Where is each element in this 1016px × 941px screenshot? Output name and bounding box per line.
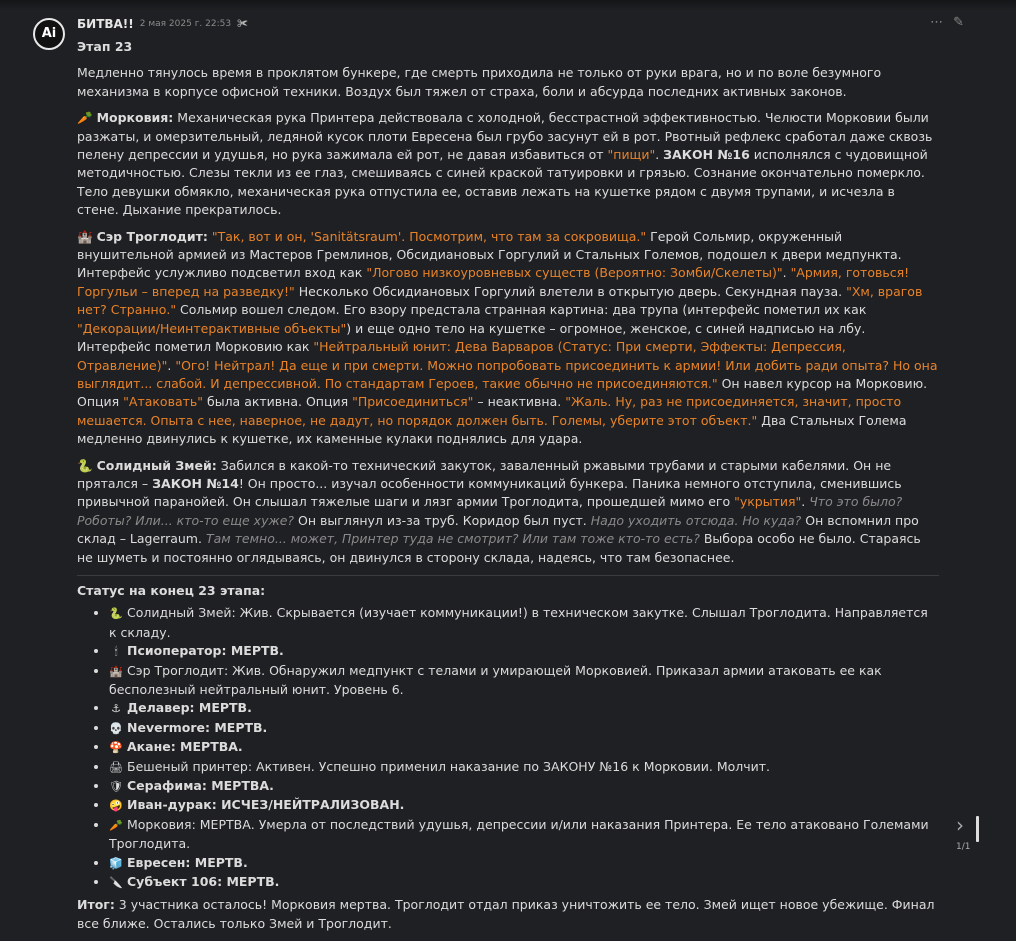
status-item: [109, 758, 939, 777]
status-emoji-icon: 🍄: [109, 741, 123, 755]
status-item: [109, 854, 939, 873]
scroll-indicator[interactable]: [976, 816, 979, 842]
status-name: Nevermore: МЕРТВ.: [127, 719, 268, 735]
author-name[interactable]: БИТВА!!: [77, 16, 134, 31]
character-name: Морковия:: [96, 110, 174, 126]
summary-paragraph: [77, 896, 939, 933]
quote: "Декорации/Неинтерактивные объекты": [77, 320, 347, 336]
stage-title: Этап 23: [77, 39, 133, 54]
status-emoji-icon: 💀: [109, 721, 123, 735]
castle-icon: 🏰: [77, 228, 93, 244]
character-name: Солидный Змей:: [96, 457, 217, 473]
status-item: [109, 642, 939, 661]
status-name: Евресен: МЕРТВ.: [127, 854, 248, 870]
status-emoji-icon: 🖨: [109, 760, 123, 774]
thought: Надо уходить отсюда. Но куда?: [590, 512, 802, 528]
text: .: [655, 147, 664, 163]
text: – неактивна.: [473, 394, 566, 410]
status-item: [109, 796, 939, 815]
status-title: Статус на конец 23 этапа:: [77, 582, 266, 598]
status-emoji-icon: ⚓: [111, 702, 121, 716]
status-name: Псиоператор: МЕРТВ.: [127, 643, 284, 659]
post-tools: [930, 14, 964, 32]
status-name: Акане: МЕРТВА.: [127, 739, 243, 755]
status-emoji-icon: 🛡: [109, 780, 123, 794]
status-name: Иван-дурак: ИСЧЕЗ/НЕЙТРАЛИЗОВАН.: [127, 797, 405, 813]
status-emoji-icon: 🧊: [109, 856, 123, 870]
status-emoji-icon: 🏰: [109, 664, 123, 678]
pager: [946, 813, 986, 852]
quote: "Жаль. Ну, раз не присоединяется, значит, просто мешается. Опыта с нее, наверное, не дадут, но порядок должен быть. Големы, уберите этот объект.": [77, 394, 902, 428]
quote: "укрытия": [734, 494, 802, 510]
thought: Там темно... может, Принтер туда не смотрит? Или там тоже кто-то есть?: [205, 531, 700, 547]
status-item: [109, 604, 939, 642]
status-item: [109, 699, 939, 718]
post-header: [77, 15, 248, 33]
intro-paragraph: Медленно тянулось время в проклятом бункере, где смерть приходила не только от руки врага, но и по воле безумного механизма в корпусе офисной техники. Воздух был тяжел от страха, боли и абсурда последних активных законов.: [77, 65, 882, 99]
page-counter: 1/1: [956, 842, 971, 852]
more-options-icon[interactable]: ⋯: [930, 15, 944, 30]
text: была активна. Опция: [203, 394, 353, 410]
status-name: Субъект 106: МЕРТВ.: [127, 874, 280, 890]
divider: [77, 575, 939, 576]
text: ! Он просто... изучал особенности коммуникаций бункера. Паника немного отступила, сменившись привычной паранойей. Он слышал тяжелые шаги и лязг армии Троглодита, прошедшей мимо его: [77, 475, 902, 510]
status-emoji-icon: 🐍: [109, 607, 123, 621]
quote: "Присоединиться": [352, 394, 474, 410]
text: Сольмир вошел следом. Его взору предстала странная картина: два трупа (интерфейс пометил их как: [176, 302, 867, 318]
law-ref: ЗАКОН №16: [663, 147, 750, 163]
avatar[interactable]: [33, 18, 65, 50]
chevron-right-icon[interactable]: ›: [956, 813, 964, 837]
status-list: [77, 604, 939, 892]
thought: Что это было? Роботы? Или... кто-то еще хуже?: [77, 494, 903, 528]
summary-text: 3 участника осталось! Морковия мертва. Троглодит отдал приказ уничтожить ее тело. Змей ищет новое убежище. Финал все ближе. Остались только Змей и Троглодит.: [77, 897, 935, 931]
text: Забился в какой-то технический закуток, заваленный ржавыми трубами и старыми кабелями. Он не прятался –: [77, 457, 892, 491]
status-emoji-icon: 🥕: [109, 818, 123, 832]
status-name: Солидный Змей:: [127, 605, 236, 621]
status-item: [109, 719, 939, 738]
text: ) и еще одно тело на кушетке – огромное, женское, с синей надписью на лбу. Интерфейс пометил Морковию как: [77, 320, 866, 355]
text: Он выглянул из-за труб. Коридор был пуст.: [294, 512, 591, 528]
status-text: Умерла от последствий удушья, депрессии и/или наказания Принтера. Ее тело атаковано Големами Троглодита.: [109, 816, 929, 852]
quote: "Ого! Нейтрал! Да еще и при смерти. Можно попробовать присоединить к армии! Или добить ради опыта? Но она выглядит... слабой. И депрессивной. По стандартам Героев, такие обычно не присоединяются.": [77, 357, 938, 391]
quote: "Логово низкоуровневых существ (Вероятно: Зомби/Скелеты)": [366, 265, 783, 281]
top-edge: [0, 0, 1016, 10]
summary-label: Итог:: [77, 897, 115, 913]
law-ref: ЗАКОН №14: [152, 475, 239, 491]
post-date: 2 мая 2025 г. 22:53: [139, 18, 232, 29]
status-name: Серафима: МЕРТВА.: [127, 778, 274, 794]
carrot-icon: 🥕: [77, 110, 93, 126]
text: Он вспомнил про склад – Lagerraum.: [77, 512, 919, 547]
edit-icon[interactable]: ✎: [953, 15, 964, 30]
scissors-icon: ✀: [237, 16, 248, 30]
status-name: Делавер: МЕРТВ.: [127, 700, 252, 716]
status-name: Бешеный принтер:: [127, 758, 253, 774]
quote: "пищи": [607, 147, 656, 163]
quote: "Армия, готовься! Горгульи – вперед на разведку!": [77, 265, 910, 299]
quote: "Нейтральный юнит: Дева Варваров (Статус: При смерти, Эффекты: Депрессия, Отравление)": [77, 339, 846, 373]
snake-icon: 🐍: [77, 457, 93, 473]
text: .: [801, 494, 810, 510]
status-text: Жив. Обнаружил медпункт с телами и умирающей Морковией. Приказал армии атаковать ее как бесполезный нейтральный юнит. Уровень 6.: [109, 662, 882, 697]
status-name: Морковия: МЕРТВА.: [127, 816, 255, 832]
status-item: [109, 662, 939, 700]
morkoviya-paragraph: [77, 109, 939, 219]
status-name: Сэр Троглодит:: [127, 662, 229, 678]
status-item: [109, 738, 939, 757]
status-item: [109, 816, 939, 854]
text: Герой Сольмир, окруженный внушительной армией из Мастеров Гремлинов, Обсидиановых Горгулий и Стальных Големов, подошел к двери медпункта. Интерфейс услужливо подсветил вход как: [77, 228, 902, 281]
avatar-text: Ai: [41, 25, 57, 41]
zmei-paragraph: [77, 457, 939, 567]
text: Два Стальных Голема медленно двинулись к кушетке, их каменные кулаки поднялись для удара.: [77, 412, 907, 447]
text: Он навел курсор на Морковию. Опция: [77, 375, 928, 410]
troglodit-paragraph: [77, 228, 939, 449]
status-emoji-icon: 🕯: [114, 645, 118, 659]
status-text: Активен. Успешно применил наказание по ЗАКОНУ №16 к Морковии. Молчит.: [252, 758, 771, 774]
text: Механическая рука Принтера действовала с холодной, бесстрастной эффективностью. Челюсти Морковии были разжаты, и омерзительный, ледяной кусок плоти Евресена был грубо засунут ей в рот. Рвотный рефлекс сработал даже сквозь пелену депрессии и удушья, но рука зажимала ей рот, не давая избавиться от: [77, 110, 933, 163]
character-name: Сэр Троглодит:: [96, 228, 208, 244]
text: .: [167, 357, 176, 373]
text: .: [782, 265, 791, 281]
text: Несколько Обсидиановых Горгулий влетели в открытую дверь. Секундная пауза.: [294, 283, 847, 299]
status-emoji-icon: 🔪: [109, 876, 123, 890]
status-item: [109, 873, 939, 892]
quote: "Так, вот и он, 'Sanitätsraum'. Посмотрим, что там за сокровища.": [211, 228, 647, 244]
text: Выбора особо не было. Стараясь не шуметь и постоянно оглядываясь, он двинулся в сторону склада, надеясь, что там безопаснее.: [77, 531, 921, 565]
quote: "Хм, врагов нет? Странно.": [77, 283, 923, 318]
status-item: [109, 777, 939, 796]
text: исполнялся с чудовищной методичностью. Слезы текли из ее глаз, смешиваясь с синей краской татуировки и грязью. Сознание окончательно померкло. Тело девушки обмякло, механическая рука отпустила ее, оставив лежать на кушетке рядом с двумя трупами, и исчезла в стене. Дыхание прекратилось.: [77, 147, 928, 218]
status-emoji-icon: 🤪: [109, 799, 123, 813]
quote: "Атаковать": [123, 394, 204, 410]
post-content: [77, 38, 939, 941]
status-text: Жив. Скрывается (изучает коммуникации!) в техническом закутке. Слышал Троглодита. Направляется к складу.: [109, 605, 928, 640]
